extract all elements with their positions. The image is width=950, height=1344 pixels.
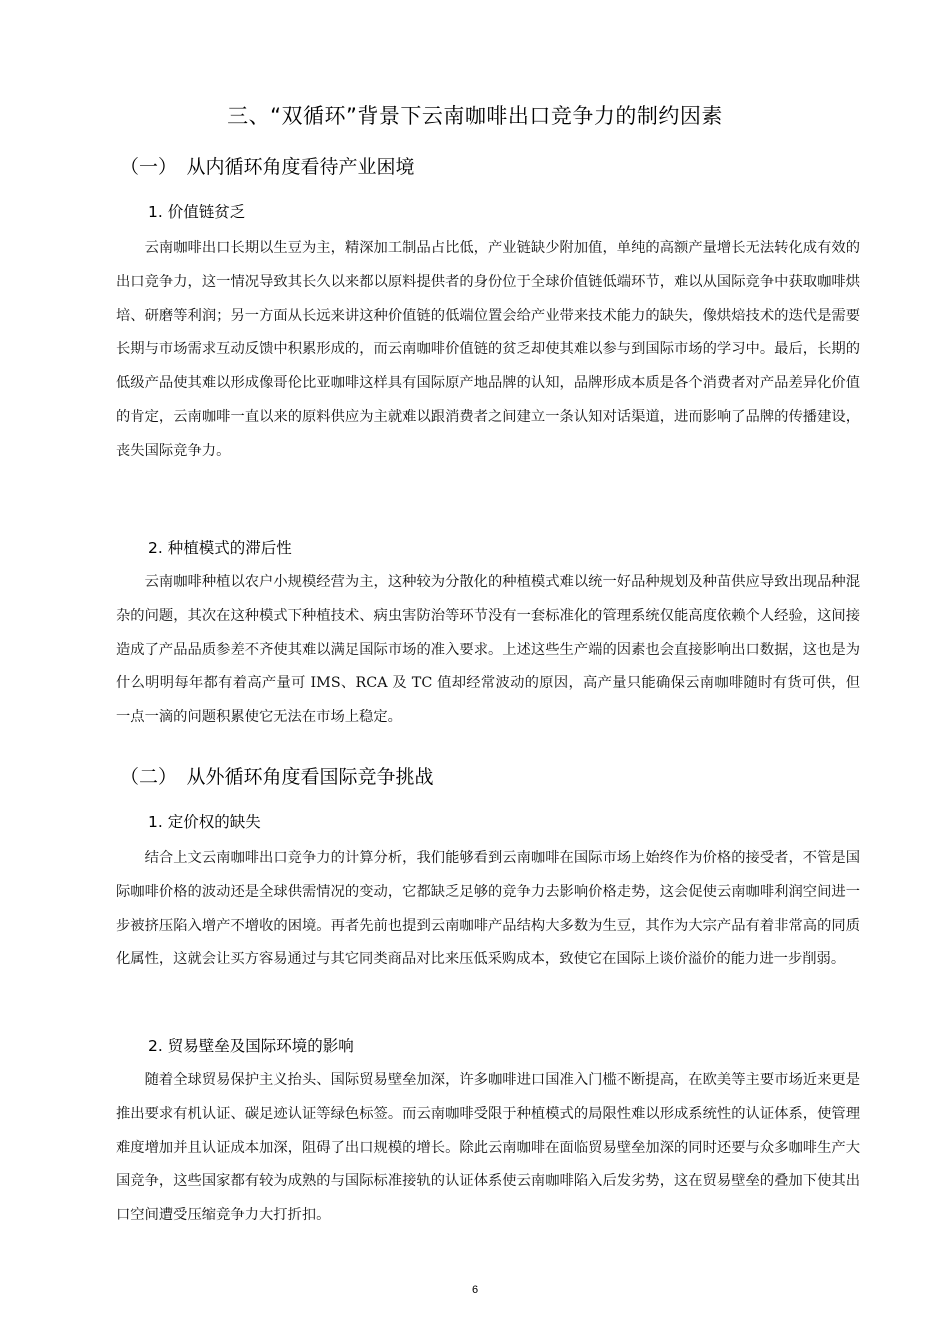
page-number: 6 bbox=[471, 1284, 479, 1296]
paragraph-value-chain: 云南咖啡出口长期以生豆为主，精深加工制品占比低，产业链缺少附加值，单纯的高额产量增长无法转化成有效的出口竞争力，这一情况导致其长久以来都以原料提供者的身份位于全球价值链低端环节，难以从国际竞争中获取咖啡烘培、研磨等利润；另一方面从长远来讲这种价值链的低端位置会给产业带来技术能力的缺失，像烘焙技术的迭代是需要长期与市场需求互动反馈中积累形成的，而云南咖啡价值链的贫乏却使其难以参与到国际市场的学习中。最后，长期的低级产品使其难以形成像哥伦比亚咖啡这样具有国际原产地品牌的认知，品牌形成本质是各个消费者对产品差异化价值的肯定，云南咖啡一直以来的原料供应为主就难以跟消费者之间建立一条认知对话渠道，进而影响了品牌的传播建设，丧失国际竞争力。 bbox=[116, 240, 860, 459]
subsection-heading-1-2: 2. 种植模式的滞后性 bbox=[148, 539, 292, 557]
paragraph-pricing-power: 结合上文云南咖啡出口竞争力的计算分析，我们能够看到云南咖啡在国际市场上始终作为价格的接受者，不管是国际咖啡价格的波动还是全球供需情况的变动，它都缺乏足够的竞争力去影响价格走势，这会促使云南咖啡利润空间进一步被挤压陷入增产不增收的困境。再者先前也提到云南咖啡产品结构大多数为生豆，其作为大宗产品有着非常高的同质化属性，这就会让买方容易通过与其它同类商品对比来压低采购成本，致使它在国际上谈价溢价的能力进一步削弱。 bbox=[116, 850, 860, 968]
paragraph-planting-model: 云南咖啡种植以农户小规模经营为主，这种较为分散化的种植模式难以统一好品种规划及种苗供应导致出现品种混杂的问题，其次在这种模式下种植技术、病虫害防治等环节没有一套标准化的管理系统仅能高度依赖个人经验，这间接造成了产品品质参差不齐使其难以满足国际市场的准入要求。上述这些生产端的因素也会直接影响出口数据，这也是为什么明明每年都有着高产量可 IMS、RCA 及 TC 值却经常波动的原因，高产量只能确保云南咖啡随时有货可供，但一点一滴的问题积累使它无法在市场上稳定。 bbox=[116, 574, 860, 726]
subsection-heading-2-2: 2. 贸易壁垒及国际环境的影响 bbox=[148, 1037, 354, 1055]
subsection-heading-2-1: 1. 定价权的缺失 bbox=[148, 813, 261, 831]
section-heading-2: （二） 从外循环角度看国际竞争挑战 bbox=[120, 766, 434, 788]
section-heading-1: （一） 从内循环角度看待产业困境 bbox=[120, 156, 415, 178]
page-title: 三、“双循环”背景下云南咖啡出口竞争力的制约因素 bbox=[227, 104, 723, 128]
paragraph-trade-barriers: 随着全球贸易保护主义抬头、国际贸易壁垒加深，许多咖啡进口国准入门槛不断提高，在欧美等主要市场近来更是推出要求有机认证、碳足迹认证等绿色标签。而云南咖啡受限于种植模式的局限性难以形成系统性的认证体系，使管理难度增加并且认证成本加深，阻碍了出口规模的增长。除此云南咖啡在面临贸易壁垒加深的同时还要与众多咖啡生产大国竞争，这些国家都有较为成熟的与国际标准接轨的认证体系使云南咖啡陷入后发劣势，这在贸易壁垒的叠加下使其出口空间遭受压缩竞争力大打折扣。 bbox=[116, 1072, 860, 1224]
subsection-heading-1-1: 1. 价值链贫乏 bbox=[148, 203, 246, 221]
